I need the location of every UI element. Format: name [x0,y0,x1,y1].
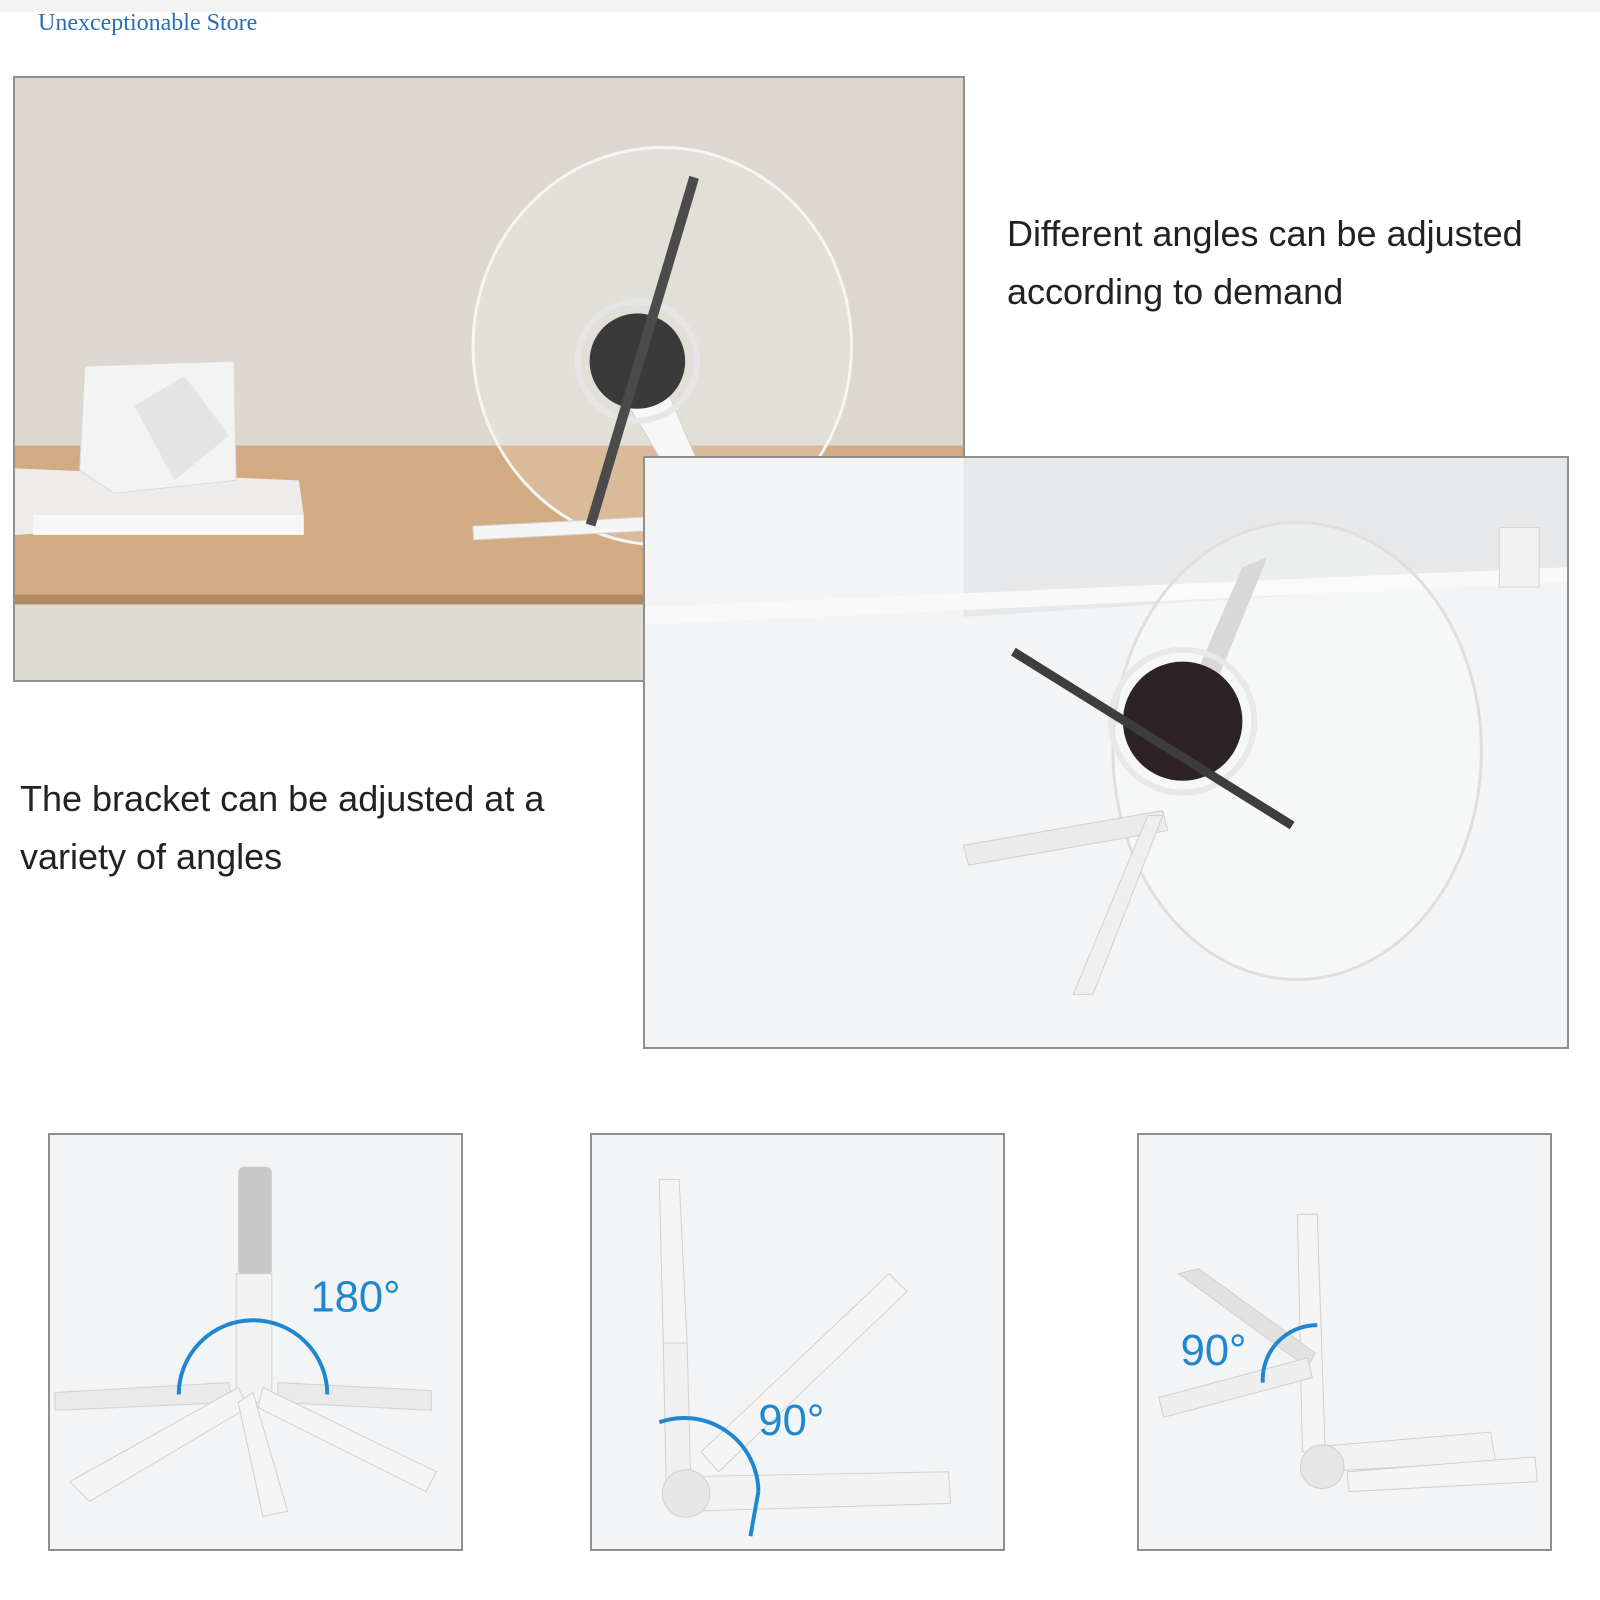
angle-panel-180 [48,1133,463,1551]
bracket-90-b-illustration [1139,1135,1550,1549]
store-name-link[interactable]: Unexceptionable Store [38,10,258,36]
angle-panel-90-b [1137,1133,1552,1551]
caption-bracket: The bracket can be adjusted at a variety of angles [20,778,545,877]
bracket-90-a-illustration [592,1135,1003,1549]
angle-label-90-a: 90° [758,1397,825,1446]
bracket-180-illustration [50,1135,461,1549]
product-photo-closeup [643,456,1569,1049]
caption-angles: Different angles can be adjusted according to demand [1007,213,1523,312]
hologram-fan-closeup-illustration [645,458,1567,1047]
angle-panel-90-a [590,1133,1005,1551]
angle-label-90-b: 90° [1180,1326,1247,1375]
angle-label-180: 180° [310,1273,401,1322]
